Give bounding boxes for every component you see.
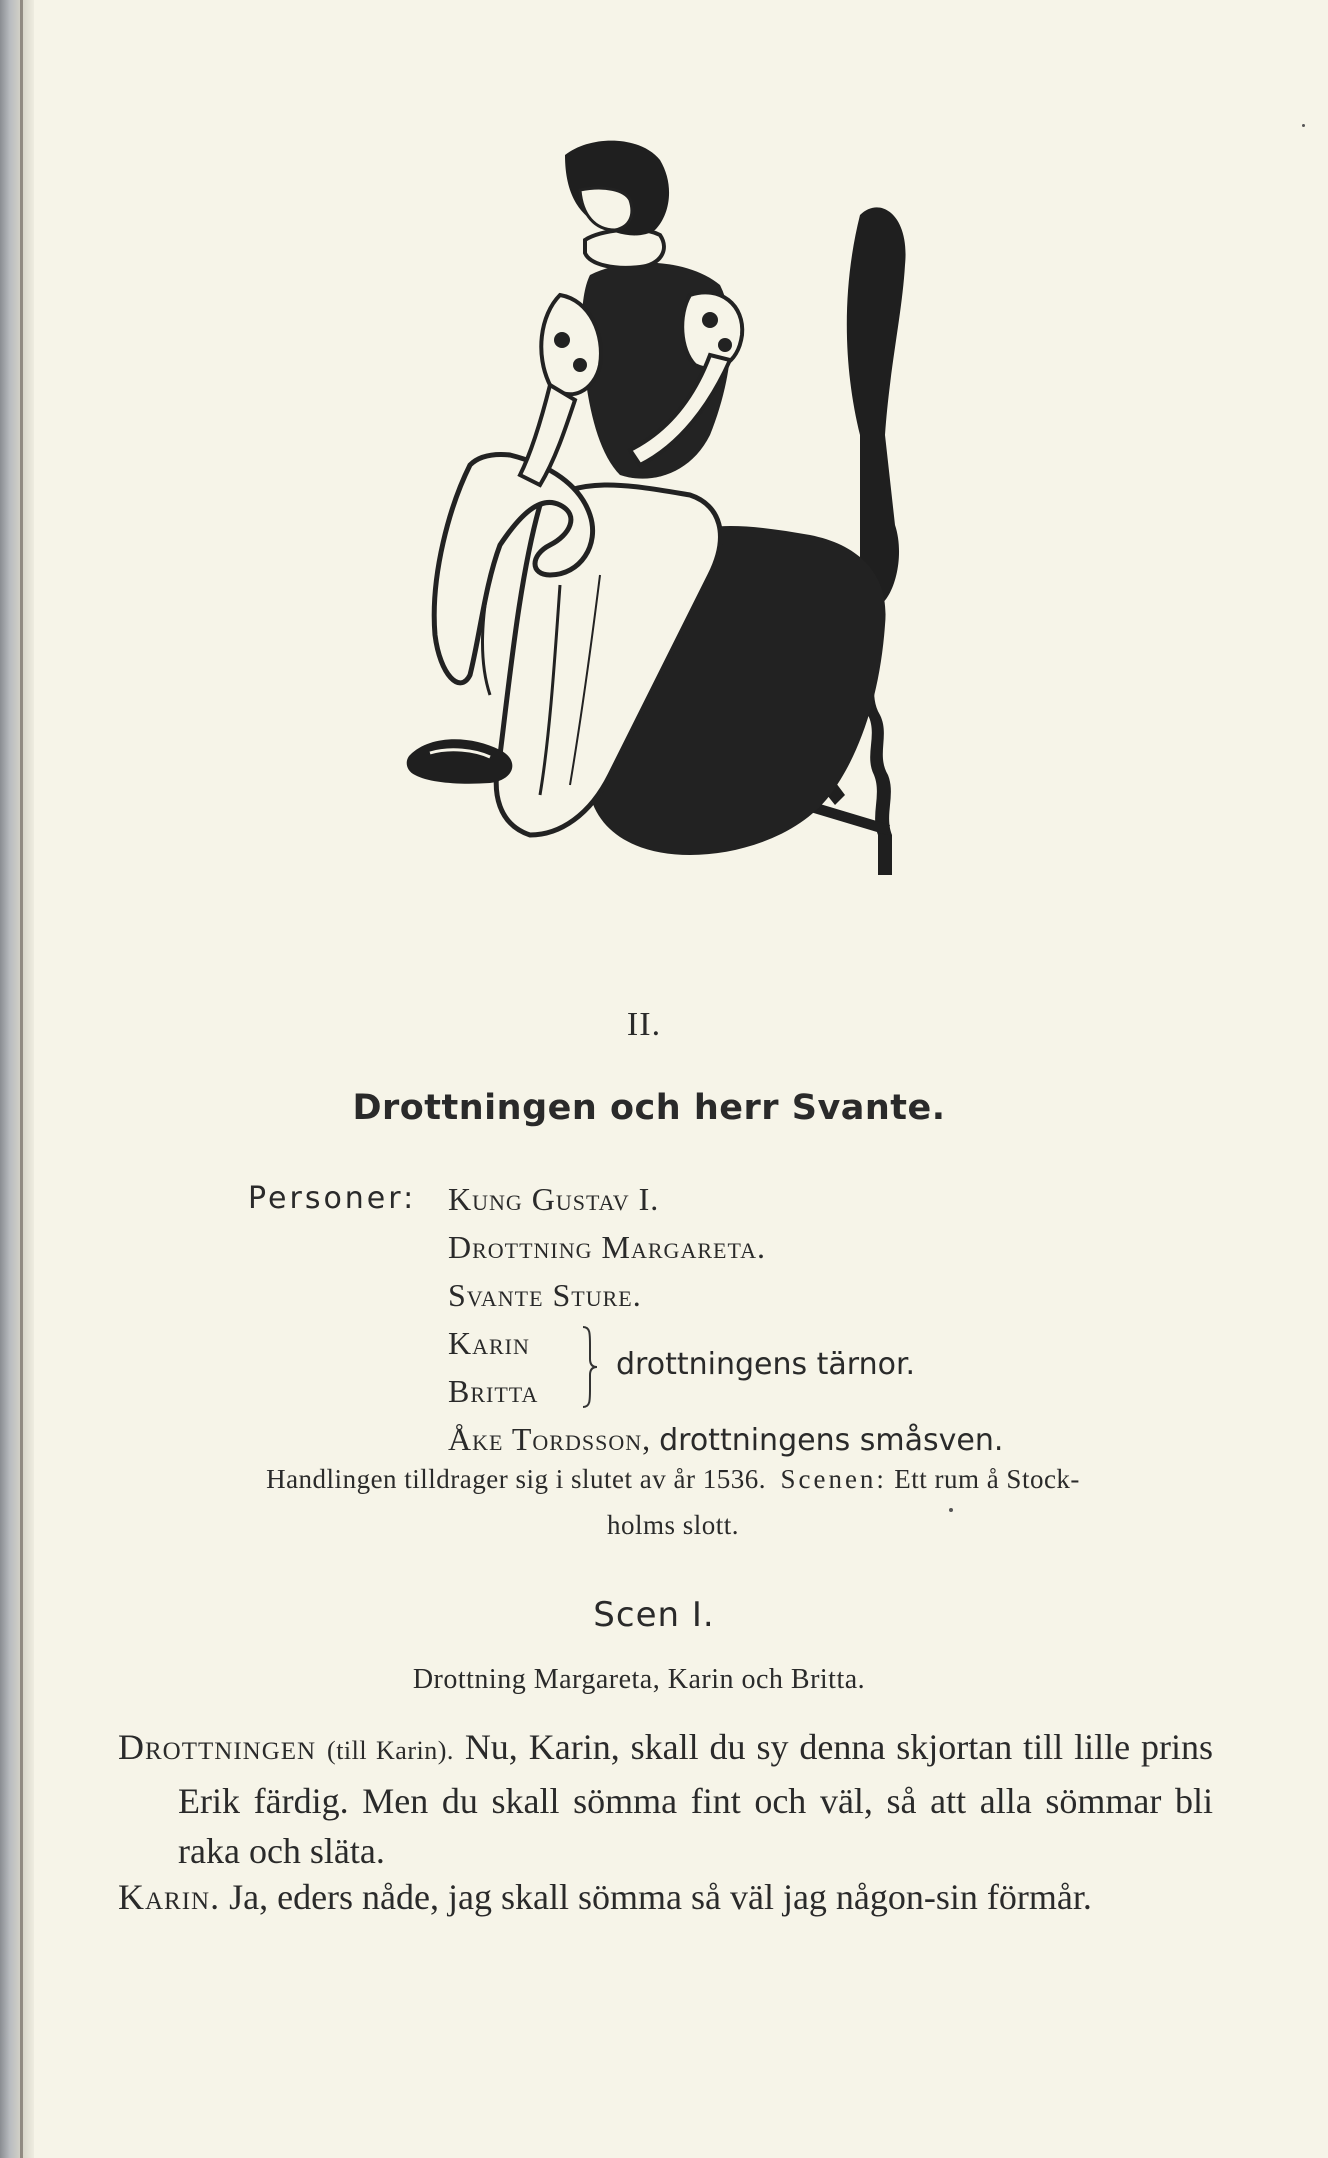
cast-member: Svante Sture. (448, 1277, 642, 1313)
cast-member: Karin (448, 1325, 530, 1361)
cast-member: Britta (448, 1373, 539, 1409)
stage-direction: (till Karin). (327, 1736, 454, 1765)
book-spine-edge (0, 0, 34, 2158)
cast-names (448, 1175, 1328, 1463)
scene-cast: Drottning Margareta, Karin och Britta. (412, 1664, 866, 1695)
dialogue-entry (118, 1722, 1213, 1876)
act-title: Drottningen och herr Svante. (352, 1088, 946, 1128)
cast-member-role: drottningens småsven. (659, 1423, 1004, 1458)
setting-scene-text-cont: holms slott. (606, 1510, 740, 1540)
binding-line (20, 0, 23, 2158)
scene-heading: Scen I. (593, 1595, 715, 1635)
setting-scene-text: Ett rum å Stock- (894, 1464, 1080, 1494)
seated-woman-sewing-illustration (390, 135, 930, 895)
cast-member: Drottning Margareta. (448, 1229, 767, 1265)
right-brace-icon (580, 1325, 600, 1409)
speaker-name: Karin. (118, 1877, 221, 1917)
speaker-name: Drottningen (118, 1727, 317, 1767)
cast-pair-role: drottningens tärnor. (616, 1347, 916, 1382)
setting-time: Handlingen tilldrager sig i slutet av år 1536. (266, 1464, 766, 1494)
act-number: II. (626, 1006, 662, 1043)
dialogue-line: Nu, Karin, skall du sy denna skjortan till lille prins Erik färdig. Men du skall sömma fint och väl, så att alla sömmar bli raka och släta. (178, 1727, 1214, 1871)
dialogue-entry (118, 1872, 1213, 1922)
dialogue-line: Ja, eders nåde, jag skall sömma så väl jag någon-sin förmår. (229, 1877, 1092, 1917)
paper-speck (949, 1508, 953, 1512)
paper-speck (1302, 124, 1305, 127)
cast-member: Åke Tordsson, (448, 1421, 652, 1457)
cast-member: Kung Gustav I. (448, 1181, 660, 1217)
setting-note (118, 1456, 1228, 1548)
cast-label: Personer: (248, 1181, 417, 1216)
setting-scene-label: Scenen: (780, 1464, 887, 1494)
cast-pair (448, 1319, 1328, 1415)
